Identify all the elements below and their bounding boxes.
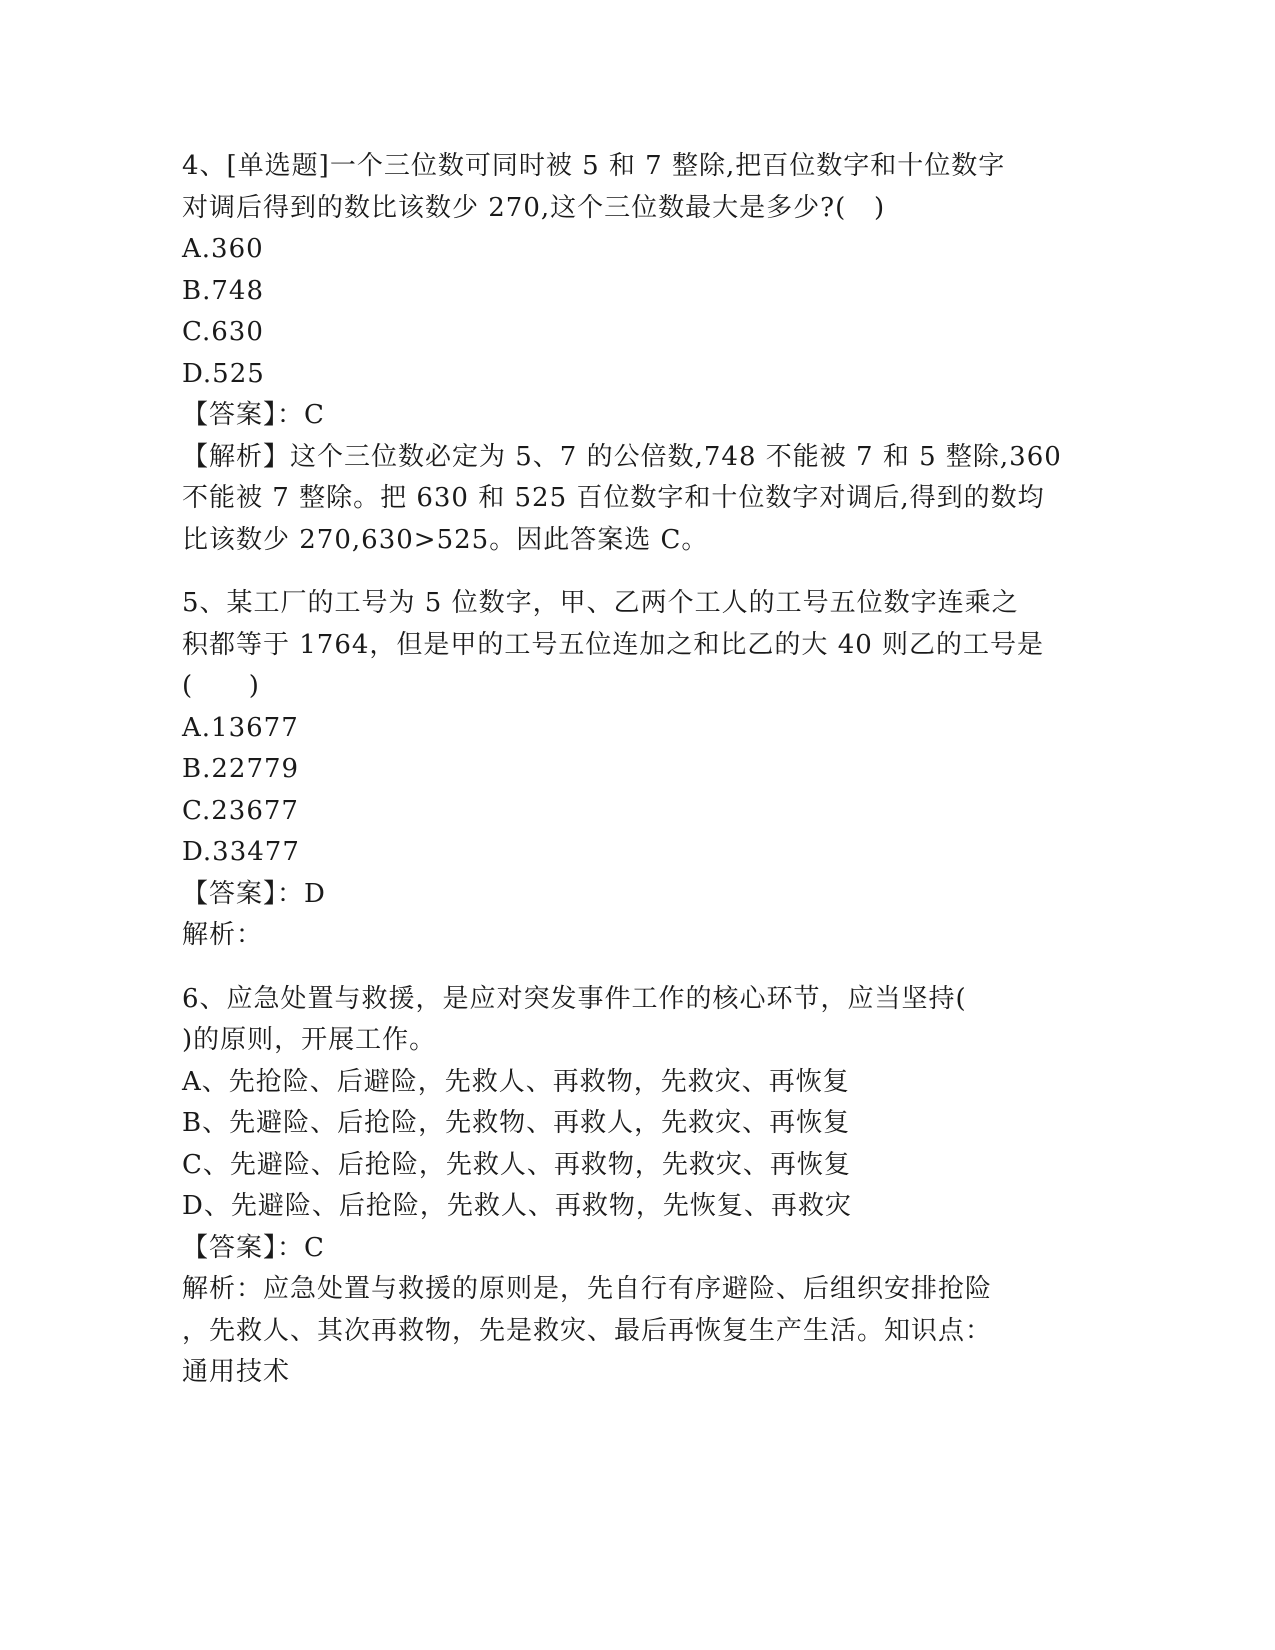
answer-line: 【答案】：C xyxy=(182,1232,325,1263)
question-spacer xyxy=(182,561,1082,583)
option-d: D.525 xyxy=(182,358,265,389)
question-4 xyxy=(182,146,1082,561)
option-d: D.33477 xyxy=(182,837,300,867)
option-a: A、先抢险、后避险，先救人、再救物，先救灾、再恢复 xyxy=(182,1066,850,1097)
question-stem-line: 积都等于 1764，但是甲的工号五位连加之和比乙的大 40 则乙的工号是 xyxy=(182,629,1045,660)
answer-line: 【答案】：D xyxy=(182,878,326,909)
analysis-line: 【解析】这个三位数必定为 5、7 的公倍数,748 不能被 7 和 5 整除,360 xyxy=(182,441,1062,472)
question-5 xyxy=(182,583,1082,957)
document-page xyxy=(182,146,1082,1394)
option-c: C.630 xyxy=(182,317,264,347)
analysis-line: 通用技术 xyxy=(182,1357,291,1387)
option-c: C、先避险、后抢险，先救人、再救物，先救灾、再恢复 xyxy=(182,1149,851,1180)
analysis-line: 比该数少 270,630>525。因此答案选 C。 xyxy=(182,524,709,555)
option-c: C.23677 xyxy=(182,795,299,826)
option-a: A.360 xyxy=(182,234,264,264)
question-stem-line: )的原则，开展工作。 xyxy=(182,1025,437,1055)
question-6 xyxy=(182,979,1082,1394)
analysis-line: 解析：应急处置与救援的原则是，先自行有序避险、后组织安排抢险 xyxy=(182,1274,993,1304)
question-stem-line: ( ) xyxy=(182,671,260,701)
option-b: B.22779 xyxy=(182,754,300,784)
analysis-line: ，先救人、其次再救物，先是救灾、最后再恢复生产生活。知识点： xyxy=(182,1315,993,1346)
question-stem-line: 5、某工厂的工号为 5 位数字，甲、乙两个工人的工号五位数字连乘之 xyxy=(182,588,1019,618)
analysis-line: 不能被 7 整除。把 630 和 525 百位数字和十位数字对调后,得到的数均 xyxy=(182,483,1045,513)
option-d: D、先避险、后抢险，先救人、再救物，先恢复、再救灾 xyxy=(182,1191,852,1221)
question-stem-line: 6、应急处置与救援，是应对突发事件工作的核心环节，应当坚持( xyxy=(182,983,967,1014)
question-stem-line: 4、[单选题]一个三位数可同时被 5 和 7 整除,把百位数字和十位数字 xyxy=(182,151,1006,181)
analysis-line: 解析： xyxy=(182,920,264,950)
option-b: B、先避险、后抢险，先救物、再救人，先救灾、再恢复 xyxy=(182,1108,851,1138)
answer-line: 【答案】：C xyxy=(182,400,325,430)
question-stem-line: 对调后得到的数比该数少 270,这个三位数最大是多少?( ) xyxy=(182,192,886,223)
option-a: A.13677 xyxy=(182,712,299,743)
question-spacer xyxy=(182,957,1082,979)
option-b: B.748 xyxy=(182,275,264,306)
